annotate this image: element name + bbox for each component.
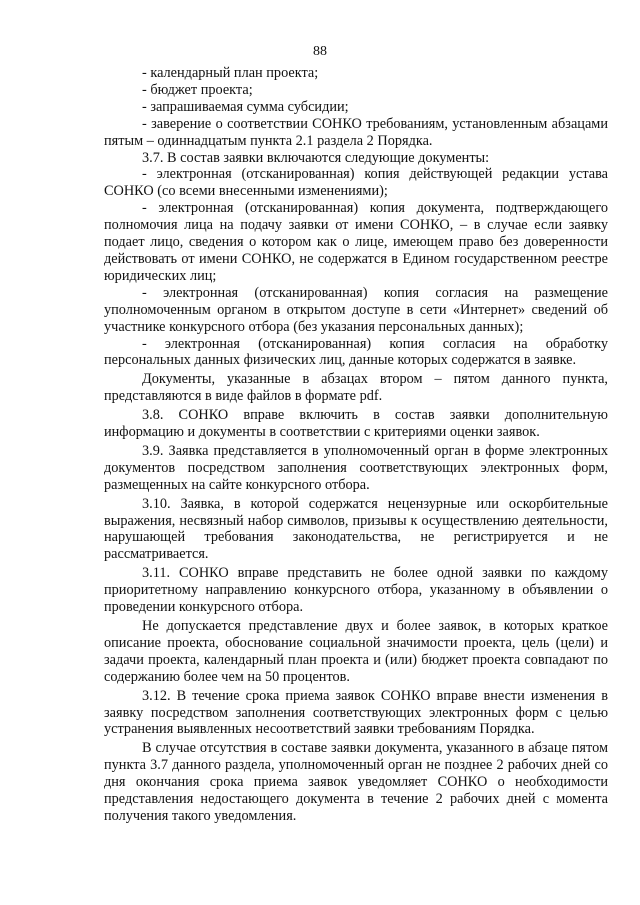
paragraph: - электронная (отсканированная) копия согласия на размещение уполномоченным органом в открытом доступе в сети «Интернет» сведений об участнике конкурсного отбора (без указания персональных данных);: [104, 284, 608, 335]
paragraph: В случае отсутствия в составе заявки документа, указанного в абзаце пятом пункта 3.7 данного раздела, уполномоченный орган не позднее 2 рабочих дней со дня окончания срока приема заявок уведомляет СОНКО о необходимости представления недостающего документа в течение 2 рабочих дней с момента получения такого уведомления.: [104, 740, 608, 824]
paragraph: Не допускается представление двух и более заявок, в которых краткое описание проекта, обоснование социальной значимости проекта, цель (цели) и задачи проекта, календарный план проекта и (или) бюджет проекта совпадают по содержанию более чем на 50 процентов.: [104, 618, 608, 685]
paragraph: - бюджет проекта;: [142, 81, 253, 98]
paragraph: 3.10. Заявка, в которой содержатся нецензурные или оскорбительные выражения, несвязный набор символов, призывы к осуществлению деятельности, нарушающей требования законодательства, не регистрируется и не рассматривается.: [104, 495, 608, 563]
paragraph: 3.8. СОНКО вправе включить в состав заявки дополнительную информацию и документы в соответствии с критериями оценки заявок.: [104, 407, 608, 441]
paragraph: - электронная (отсканированная) копия действующей редакции устава СОНКО (со всеми внесенными изменениями);: [104, 166, 608, 200]
paragraph: 3.11. СОНКО вправе представить не более одной заявки по каждому приоритетному направлению конкурсного отбора, указанному в объявлении о проведении конкурсного отбора.: [104, 565, 608, 616]
paragraph: 3.7. В состав заявки включаются следующие документы:: [142, 149, 490, 166]
paragraph: - календарный план проекта;: [142, 65, 319, 81]
paragraph: - заверение о соответствии СОНКО требованиям, установленным абзацами пятым – одиннадцатым пункта 2.1 раздела 2 Порядка.: [104, 115, 608, 149]
paragraph: Документы, указанные в абзацах втором – пятом данного пункта, представляются в виде файлов в формате pdf.: [104, 371, 608, 405]
paragraph: - электронная (отсканированная) копия согласия на обработку персональных данных физических лиц, данные которых содержатся в заявке.: [104, 335, 608, 369]
paragraph: - электронная (отсканированная) копия документа, подтверждающего полномочия лица на подачу заявки от имени СОНКО, – в случае если заявку подает лицо, сведения о котором как о лице, имеющем право без доверенности действовать от имени СОНКО, не содержатся в Едином государственном реестре юридических лиц;: [104, 200, 608, 284]
page-number: 88: [313, 44, 327, 59]
document-body: [104, 65, 608, 825]
paragraph: 3.12. В течение срока приема заявок СОНКО вправе внести изменения в заявку посредством заполнения соответствующих электронных форм с целью устранения выявленных несоответствий заявки требованиям Порядка.: [104, 687, 608, 738]
paragraph: 3.9. Заявка представляется в уполномоченный орган в форме электронных документов посредством заполнения соответствующих электронных форм, размещенных на сайте конкурсного отбора.: [104, 442, 608, 493]
paragraph: - запрашиваемая сумма субсидии;: [142, 98, 349, 115]
